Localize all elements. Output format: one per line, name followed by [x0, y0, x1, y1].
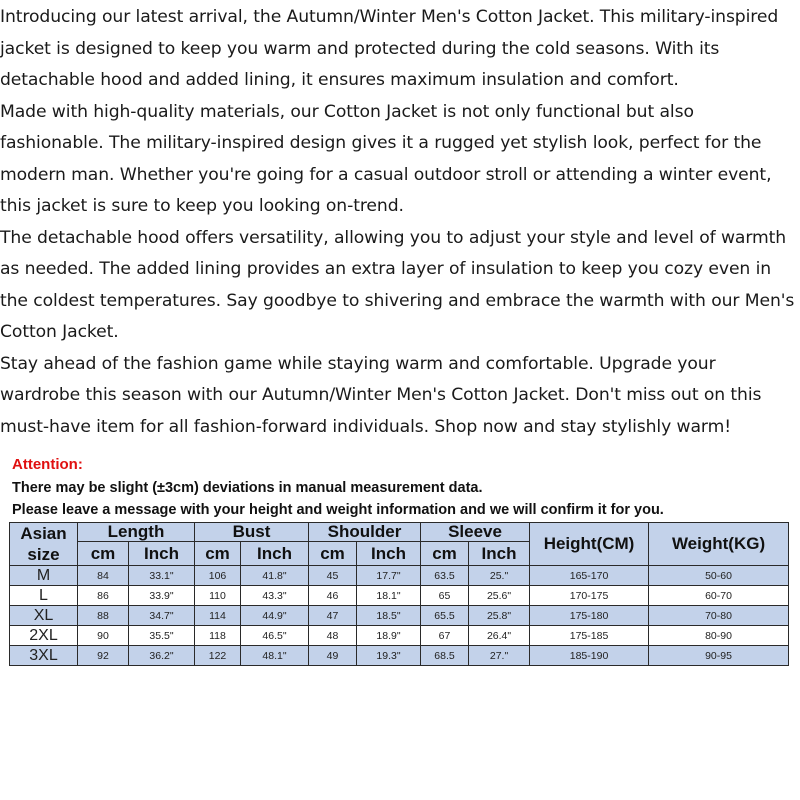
header-bust-cm: cm [195, 542, 241, 566]
description-paragraph: Introducing our latest arrival, the Autumn/Winter Men's Cotton Jacket. This military-inspired jacket is designed to keep you warm and protected during the cold seasons. With its detachable hood and added lining, it ensures maximum insulation and comfort. [0, 7, 779, 90]
sleeve-cm-cell: 65 [421, 586, 469, 606]
sleeve-inch-cell: 27." [469, 646, 530, 666]
bust-inch-cell: 48.1" [241, 646, 309, 666]
product-description [0, 2, 800, 443]
shoulder-inch-cell: 19.3" [357, 646, 421, 666]
shoulder-cm-cell: 49 [309, 646, 357, 666]
length-cm-cell: 90 [78, 626, 129, 646]
sleeve-inch-cell: 26.4" [469, 626, 530, 646]
bust-inch-cell: 41.8" [241, 566, 309, 586]
header-weight: Weight(KG) [649, 523, 789, 566]
header-shoulder-cm: cm [309, 542, 357, 566]
size-cell: M [10, 566, 78, 586]
description-paragraph: Stay ahead of the fashion game while staying warm and comfortable. Upgrade your wardrobe this season with our Autumn/Winter Men's Cotton Jacket. Don't miss out on this must-have item for all fashion-forward individuals. Shop now and stay stylishly warm! [0, 353, 762, 437]
header-length: Length [78, 523, 195, 542]
length-cm-cell: 84 [78, 566, 129, 586]
length-cm-cell: 88 [78, 606, 129, 626]
bust-inch-cell: 44.9" [241, 606, 309, 626]
sleeve-cm-cell: 63.5 [421, 566, 469, 586]
bust-cm-cell: 118 [195, 626, 241, 646]
header-bust-inch: Inch [241, 542, 309, 566]
sleeve-inch-cell: 25.6" [469, 586, 530, 606]
table-row [10, 646, 789, 666]
height-cell: 175-180 [530, 606, 649, 626]
length-inch-cell: 33.9" [129, 586, 195, 606]
header-bust: Bust [195, 523, 309, 542]
weight-cell: 80-90 [649, 626, 789, 646]
weight-cell: 50-60 [649, 566, 789, 586]
shoulder-inch-cell: 17.7" [357, 566, 421, 586]
shoulder-cm-cell: 46 [309, 586, 357, 606]
size-cell: XL [10, 606, 78, 626]
bust-inch-cell: 46.5" [241, 626, 309, 646]
sleeve-inch-cell: 25.8" [469, 606, 530, 626]
description-paragraph: The detachable hood offers versatility, allowing you to adjust your style and level of warmth as needed. The added lining provides an extra layer of insulation to keep you cozy even in the coldest temperatures. Say goodbye to shivering and embrace the warmth with our Men's Cotton Jacket. [0, 227, 795, 342]
table-row [10, 606, 789, 626]
length-inch-cell: 34.7" [129, 606, 195, 626]
header-sleeve-cm: cm [421, 542, 469, 566]
table-row [10, 566, 789, 586]
shoulder-cm-cell: 45 [309, 566, 357, 586]
sleeve-cm-cell: 65.5 [421, 606, 469, 626]
table-row [10, 626, 789, 646]
length-cm-cell: 92 [78, 646, 129, 666]
size-chart-table [9, 522, 789, 666]
shoulder-inch-cell: 18.9" [357, 626, 421, 646]
message-request-note: Please leave a message with your height and weight information and we will confirm it for you. [12, 502, 664, 518]
sleeve-cm-cell: 67 [421, 626, 469, 646]
bust-cm-cell: 114 [195, 606, 241, 626]
table-row [10, 586, 789, 606]
size-cell: 2XL [10, 626, 78, 646]
header-length-cm: cm [78, 542, 129, 566]
shoulder-cm-cell: 48 [309, 626, 357, 646]
header-asian-size: Asian size [10, 523, 78, 566]
height-cell: 175-185 [530, 626, 649, 646]
bust-cm-cell: 110 [195, 586, 241, 606]
header-length-inch: Inch [129, 542, 195, 566]
sleeve-inch-cell: 25." [469, 566, 530, 586]
attention-title: Attention: [12, 456, 83, 473]
bust-inch-cell: 43.3" [241, 586, 309, 606]
weight-cell: 60-70 [649, 586, 789, 606]
shoulder-inch-cell: 18.1" [357, 586, 421, 606]
length-inch-cell: 33.1" [129, 566, 195, 586]
height-cell: 165-170 [530, 566, 649, 586]
length-inch-cell: 36.2" [129, 646, 195, 666]
length-cm-cell: 86 [78, 586, 129, 606]
size-cell: 3XL [10, 646, 78, 666]
sleeve-cm-cell: 68.5 [421, 646, 469, 666]
header-sleeve-inch: Inch [469, 542, 530, 566]
weight-cell: 70-80 [649, 606, 789, 626]
size-cell: L [10, 586, 78, 606]
header-shoulder-inch: Inch [357, 542, 421, 566]
shoulder-cm-cell: 47 [309, 606, 357, 626]
height-cell: 185-190 [530, 646, 649, 666]
header-height: Height(CM) [530, 523, 649, 566]
bust-cm-cell: 106 [195, 566, 241, 586]
header-sleeve: Sleeve [421, 523, 530, 542]
height-cell: 170-175 [530, 586, 649, 606]
bust-cm-cell: 122 [195, 646, 241, 666]
header-shoulder: Shoulder [309, 523, 421, 542]
length-inch-cell: 35.5" [129, 626, 195, 646]
measurement-deviation-note: There may be slight (±3cm) deviations in manual measurement data. [12, 480, 483, 496]
shoulder-inch-cell: 18.5" [357, 606, 421, 626]
weight-cell: 90-95 [649, 646, 789, 666]
description-paragraph: Made with high-quality materials, our Cotton Jacket is not only functional but also fashionable. The military-inspired design gives it a rugged yet stylish look, perfect for the modern man. Whether you're going for a casual outdoor stroll or attending a winter event, this jacket is sure to keep you looking on-trend. [0, 101, 772, 216]
